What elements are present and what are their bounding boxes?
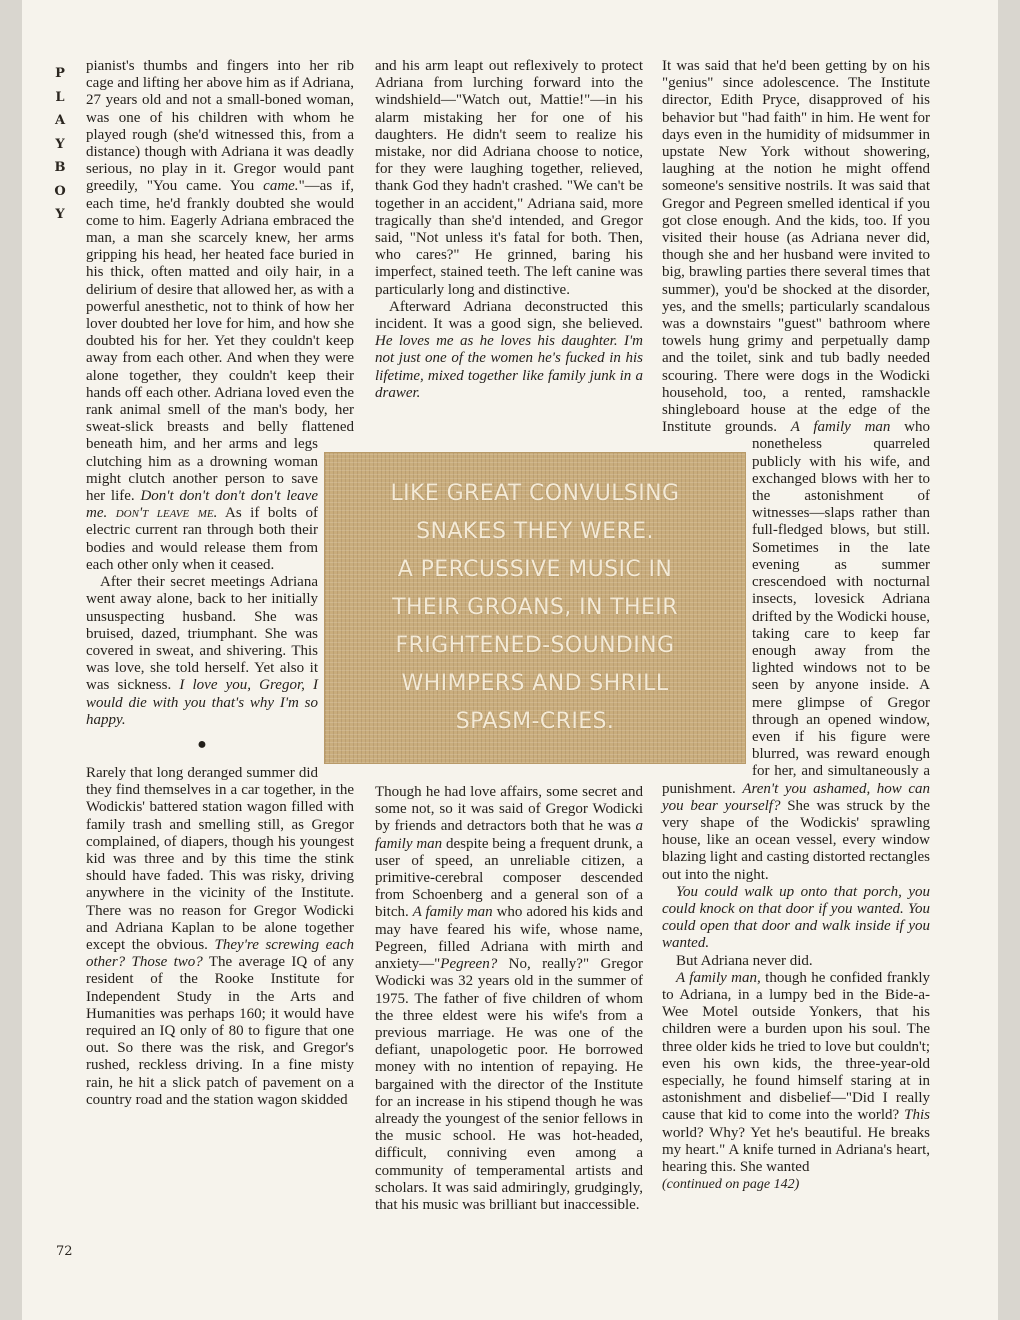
magazine-page	[22, 0, 998, 1320]
paragraph: A family man, though he confided frankly to Adriana, in a lumpy bed in the Bide-a-Wee Motel outside Yonkers, that his children were a burden upon his soul. The three older kids he tried to love but couldn't; even his own kids, the three-year-old especially, he found himself staring at in astonishment and disbelief—"Did I really cause that kid to come into the world? This world? Why? Yet he's beautiful. He breaks my heart." A knife turned in Adriana's heart, hearing this. She wanted	[662, 969, 931, 1175]
paragraph: You could walk up onto that porch, you could knock on that door if you wanted. You could open that door and walk inside if you wanted.	[662, 883, 930, 952]
paragraph: But Adriana never did.	[676, 952, 813, 969]
page-number: 72	[56, 1244, 73, 1259]
paragraph: It was said that he'd been getting by on his "genius" since adolescence. The Institute director, Edith Pryce, disapproved of his behavior but "had faith" in him. He went for days even in the humidity of midsummer in upstate New York without showering, laughing at the notion he might offend someone's sensitive nostrils. It was said that Gregor and Pegreen smelled identical if you got close enough. And the kids, too. If you visited their house (as Adriana never did, though she and her husband were invited to big, brawling parties there several times that summer), you'd be shocked at the disorder, yes, and the smells; particularly scandalous was a downstairs "guest" bathroom where towels hung grimy and perpetually damp and the toilet, sink and tub badly needed scouring. There were dogs in the Wodicki household, too, a rented, ramshackle shingleboard house at the edge of the Institute grounds. A family man who nonetheless quarreled publicly with his wife, and exchanged blows with her to the astonishment of witnesses—slaps rather than full-fledged blows, but still. Sometimes in the late evening as summer crescendoed with nocturnal insects, lovesick Adriana drifted by the Wodicki house, taking care to keep far enough away from the lighted windows not to be seen by anyone inside. A mere glimpse of Gregor through an opened window, even if his figure were blurred, was reward enough for her, and simultaneously a punishment. Aren't you ashamed, how can you bear yourself? She was struck by the very shape of the Wodickis' sprawling house, like an ocean vessel, every window blazing light and casting distorted rectangles out into the night.	[662, 58, 931, 883]
paragraph: Afterward Adriana deconstructed this incident. It was a good sign, she believed. He loves me as he loves his daughter. I'm not just one of the women he's fucked in his lifetime, mixed together like family junk in a drawer.	[375, 298, 643, 401]
paragraph: Rarely that long deranged summer did they find themselves in a car together, in the Wodickis' battered station wagon filled with family trash and smelling still, as Gregor complained, of diapers, though his youngest kid was three and by this time the stink should have faded. This was risky, driving anywhere in the vicinity of the Institute. There was no reason for Gregor Wodicki and Adriana Kaplan to be alone together except the obvious. They're screwing each other? Those two? The average IQ of any resident of the Rooke Institute for Independent Study in the Arts and Humanities was perhaps 160; it would have required an IQ only of 80 to figure that one out. So there was the risk, and Gregor's rushed, reckless driving. In a fine misty rain, he hit a slick patch of pavement on a country road and the station wagon skidded	[86, 764, 354, 1108]
pull-quote-box	[324, 452, 746, 764]
paragraph: Though he had love affairs, some secret and some not, so it was said of Gregor Wodicki by friends and detractors both that he was a family man despite being a frequent drunk, a user of speed, an unreliable citizen, a primitive-cerebral composer descended from Schoenberg and a general son of a bitch. A family man who adored his kids and may have feared his wife, whose name, Pegreen, filled Adriana with mirth and anxiety—"Pegreen? No, really?" Gregor Wodicki was 32 years old in the summer of 1975. The father of five children of whom the three eldest were his wife's from a previous marriage. He was one of the defiant, unapologetic poor. He borrowed money with no intention of repaying. He bargained with the director of the Institute for an increase in his stipend though he was already the youngest of the senior fellows in the music school. He was hot-headed, difficult, conniving even among a community of temperamental artists and scholars. It was said admiringly, grudgingly, that his music was brilliant but inaccessible.	[375, 784, 644, 1213]
running-head-letter: L	[55, 89, 65, 105]
running-head-letter: Y	[55, 207, 65, 222]
pull-quote-line: WHIMPERS AND SHRILL	[401, 671, 669, 696]
paragraph: After their secret meetings Adriana went away alone, back to her initially unsuspecting husband. She was bruised, dazed, triumphant. She was covered in sweat, and shivering. This was love, she told herself. Yet also it was sickness. I love you, Gregor, I would die with you that's why I'm so happy.	[86, 574, 318, 728]
text-column-1	[86, 58, 354, 1109]
continued-on-page-note: (continued on page 142)	[662, 1177, 800, 1193]
section-break-bullet: ●	[197, 735, 207, 753]
running-head-magazine-name	[50, 62, 70, 227]
pull-quote-line: SPASM-CRIES.	[455, 709, 615, 734]
pull-quote-line: THEIR GROANS, IN THEIR	[392, 595, 678, 620]
pull-quote-line: A PERCUSSIVE MUSIC IN	[397, 557, 673, 582]
pull-quote-line: FRIGHTENED-SOUNDING	[395, 633, 675, 658]
running-head-letter: Y	[55, 136, 65, 152]
pull-quote-line: LIKE GREAT CONVULSING	[390, 481, 680, 506]
paragraph: and his arm leapt out reflexively to protect Adriana from lurching forward into the windshield—"Watch out, Mattie!"—in his alarm mistaking her for one of his daughters. He didn't seem to realize his mistake, nor did Adriana choose to notice, for they were laughing together, relieved, thank God they hadn't crashed. "We can't be together in an accident," Adriana said, more tragically than she'd intended, and Gregor said, "Not unless it's fatal for both. Then, who cares?" He grinned, baring his imperfect, stained teeth. The left canine was particularly long and distinctive.	[375, 58, 643, 298]
running-head-letter: O	[54, 183, 66, 199]
paragraph: pianist's thumbs and fingers into her rib cage and lifting her above him as if Adriana, 27 years old and not a small-boned woman, was one of his children with whom he played rough (she'd witnessed this, from a distance) though with Adriana it was deadly serious, no play in it. Gregor would pant greedily, "You came. You came."—as if, each time, he'd frankly doubted she would come to him. Eagerly Adriana embraced the man, a man she scarcely knew, her arms gripping his head, her heated face buried in his thick, often matted and oily hair, in a delirium of desire that allowed her, as with a powerful anesthetic, not to think of how her lover doubted her love for him, and how she doubted his for her. Yet they couldn't keep away from each other. And when they were alone together, they couldn't keep their hands off each other. Adriana loved even the rank animal smell of the man's body, her sweat-slick breasts and belly flattened beneath him, and her arms and legs clutching him as a drowning woman might clutch another person to save her life. Don't don't don't don't leave me. don't leave me. As if bolts of electric current ran through both their bodies and would release them from each other only when it ceased.	[86, 58, 354, 573]
pull-quote-line: SNAKES THEY WERE.	[416, 519, 654, 544]
running-head-letter: A	[54, 113, 66, 128]
running-head-letter: P	[55, 66, 65, 81]
running-head-letter: B	[54, 160, 66, 175]
